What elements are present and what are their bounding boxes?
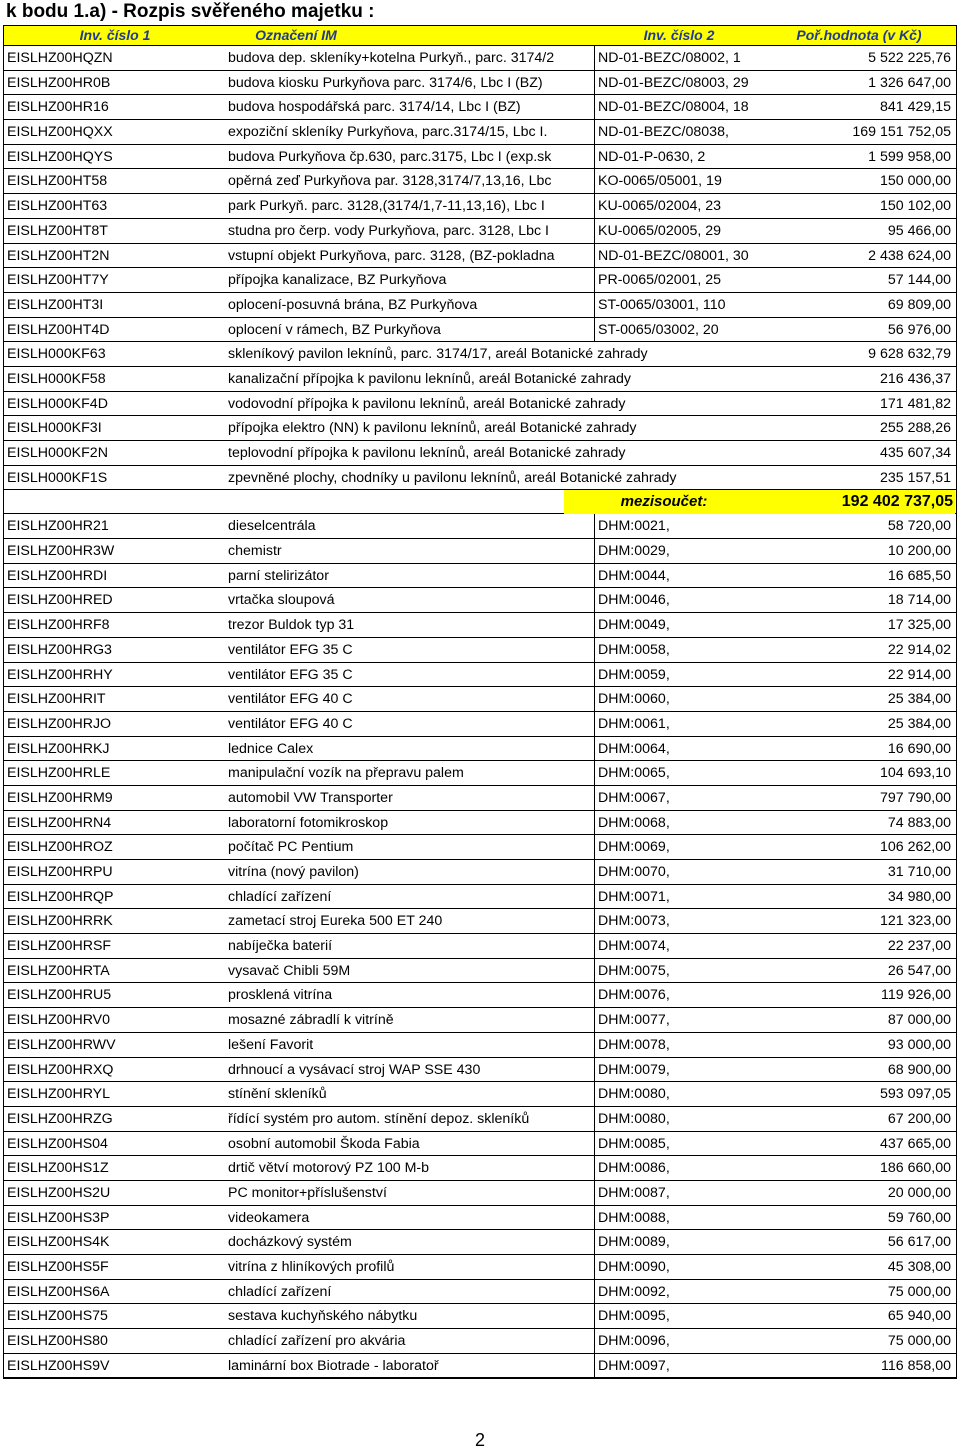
table-row — [4, 1354, 956, 1379]
cell-value: 22 237,00 — [887, 938, 951, 955]
cell-inv2: DHM:0073, — [594, 909, 764, 933]
subtotal-row — [4, 490, 956, 514]
table-row — [4, 1255, 956, 1280]
table-row — [4, 342, 956, 367]
table-row — [4, 712, 956, 737]
cell-inv1: EISLHZ00HRV0 — [7, 1012, 111, 1029]
cell-name: videokamera — [228, 1209, 310, 1226]
cell-inv1: EISLHZ00HRWV — [7, 1036, 116, 1053]
table-row — [4, 169, 956, 194]
cell-name: počítač PC Pentium — [228, 839, 354, 856]
cell-value: 841 429,15 — [879, 99, 951, 116]
cell-inv1: EISLH000KF4D — [7, 395, 108, 412]
cell-inv1: EISLHZ00HS2U — [7, 1184, 111, 1201]
table-row — [4, 909, 956, 934]
cell-value: 56 976,00 — [887, 321, 951, 338]
cell-inv1: EISLHZ00HRZG — [7, 1110, 113, 1127]
table-row — [4, 120, 956, 145]
cell-value: 1 599 958,00 — [868, 148, 951, 165]
cell-inv2: DHM:0074, — [594, 934, 764, 958]
table-row — [4, 1132, 956, 1157]
table-row — [4, 268, 956, 293]
cell-inv1: EISLHZ00HRXQ — [7, 1061, 114, 1078]
table-row — [4, 687, 956, 712]
cell-value: 16 685,50 — [887, 567, 951, 584]
table-row — [4, 1329, 956, 1354]
table-row — [4, 194, 956, 219]
cell-inv2: DHM:0089, — [594, 1230, 764, 1254]
cell-name: drtič větví motorový PZ 100 M-b — [228, 1160, 430, 1177]
cell-inv1: EISLHZ00HRKJ — [7, 740, 110, 757]
cell-inv2: DHM:0076, — [594, 983, 764, 1007]
cell-inv2: DHM:0058, — [594, 638, 764, 662]
cell-inv1: EISLHZ00HRSF — [7, 938, 112, 955]
table-header — [4, 25, 956, 46]
table-row — [4, 1107, 956, 1132]
table-row — [4, 737, 956, 762]
cell-name: prosklená vitrína — [228, 987, 333, 1004]
cell-inv2: DHM:0090, — [594, 1255, 764, 1279]
table-row — [4, 1156, 956, 1181]
cell-inv1: EISLHZ00HS75 — [7, 1308, 108, 1325]
cell-inv1: EISLHZ00HT58 — [7, 173, 108, 190]
table-row — [4, 219, 956, 244]
cell-value: 57 144,00 — [887, 272, 951, 289]
cell-inv2: KU-0065/02004, 23 — [594, 194, 764, 218]
cell-name: zpevněné plochy, chodníky u pavilonu leknínů, areál Botanické zahrady — [228, 469, 677, 486]
cell-inv2: ND-01-BEZC/08002, 1 — [594, 46, 764, 70]
cell-inv1: EISLHZ00HS5F — [7, 1259, 109, 1275]
cell-inv2: DHM:0065, — [594, 761, 764, 785]
table-row — [4, 416, 956, 441]
cell-name: budova kiosku Purkyňova parc. 3174/6, Lbc I (BZ) — [228, 74, 543, 91]
cell-inv1: EISLHZ00HRF8 — [7, 617, 110, 634]
cell-inv1: EISLHZ00HRLE — [7, 765, 111, 782]
cell-value: 150 000,00 — [879, 173, 951, 190]
table-row — [4, 1082, 956, 1107]
cell-inv1: EISLHZ00HROZ — [7, 839, 113, 856]
subtotal-value: 192 402 737,05 — [764, 490, 955, 514]
table-row — [4, 835, 956, 860]
cell-inv1: EISLHZ00HRPU — [7, 864, 113, 880]
cell-value: 119 926,00 — [881, 987, 951, 1004]
cell-value: 26 547,00 — [887, 962, 951, 979]
cell-value: 25 384,00 — [887, 715, 951, 732]
table-row — [4, 1033, 956, 1058]
cell-value: 17 325,00 — [887, 617, 951, 634]
table-row — [4, 1230, 956, 1255]
cell-value: 34 980,00 — [887, 888, 951, 905]
table-row — [4, 959, 956, 984]
cell-inv2: DHM:0029, — [594, 539, 764, 563]
cell-name: budova Purkyňova čp.630, parc.3175, Lbc I (exp.sk — [228, 148, 552, 165]
cell-inv2: ND-01-P-0630, 2 — [594, 145, 764, 169]
cell-name: řídící systém pro autom. stínění depoz. skleníků — [228, 1110, 530, 1127]
cell-inv2: DHM:0044, — [594, 564, 764, 588]
cell-name: dieselcentrála — [228, 518, 316, 535]
cell-name: ventilátor EFG 40 C — [228, 691, 353, 708]
cell-name: zametací stroj Eureka 500 ET 240 — [228, 913, 443, 930]
cell-inv1: EISLHZ00HRG3 — [7, 641, 112, 658]
cell-name: manipulační vozík na přepravu palem — [228, 765, 464, 782]
cell-name: oplocení v rámech, BZ Purkyňova — [228, 321, 441, 338]
cell-name: ventilátor EFG 35 C — [228, 666, 353, 683]
cell-name: vstupní objekt Purkyňova, parc. 3128, (BZ-pokladna — [228, 247, 555, 264]
cell-inv2: DHM:0068, — [594, 811, 764, 835]
cell-inv1: EISLHZ00HT8T — [7, 222, 108, 239]
table-row — [4, 663, 956, 688]
cell-value: 59 760,00 — [887, 1209, 951, 1226]
cell-inv2: ST-0065/03002, 20 — [594, 318, 764, 342]
cell-inv1: EISLHZ00HR3W — [7, 543, 115, 560]
group-equipment — [4, 514, 956, 1378]
cell-value: 25 384,00 — [887, 691, 951, 708]
cell-inv2: DHM:0071, — [594, 885, 764, 909]
cell-inv1: EISLHZ00HT3I — [7, 296, 104, 313]
document-heading: k bodu 1.a) - Rozpis svěřeného majetku : — [6, 1, 375, 22]
header-value: Poř.hodnota (v Kč) — [796, 27, 922, 43]
cell-value: 20 000,00 — [887, 1184, 951, 1201]
cell-inv2: ND-01-BEZC/08003, 29 — [594, 71, 764, 95]
cell-value: 93 000,00 — [887, 1036, 951, 1053]
cell-inv1: EISLHZ00HRIT — [7, 691, 106, 708]
cell-value: 435 607,34 — [879, 445, 951, 461]
cell-value: 68 900,00 — [887, 1061, 951, 1078]
cell-inv2: ND-01-BEZC/08004, 18 — [594, 95, 764, 119]
cell-inv2: DHM:0087, — [594, 1181, 764, 1205]
cell-inv2: DHM:0080, — [594, 1082, 764, 1106]
cell-name: vodovodní přípojka k pavilonu leknínů, areál Botanické zahrady — [228, 395, 626, 412]
cell-name: PC monitor+příslušenství — [228, 1184, 387, 1201]
table-row — [4, 786, 956, 811]
cell-name: chladící zařízení — [228, 888, 332, 905]
cell-inv2: DHM:0061, — [594, 712, 764, 736]
table-row — [4, 318, 956, 343]
cell-value: 116 858,00 — [881, 1357, 951, 1374]
table-row — [4, 244, 956, 269]
cell-name: stínění skleníků — [228, 1086, 327, 1103]
cell-inv2: DHM:0059, — [594, 663, 764, 687]
cell-inv1: EISLHZ00HT7Y — [7, 272, 109, 289]
cell-inv1: EISLHZ00HRYL — [7, 1086, 111, 1103]
cell-value: 150 102,00 — [879, 198, 951, 215]
cell-value: 1 326 647,00 — [868, 74, 951, 91]
cell-value: 95 466,00 — [887, 222, 951, 239]
table-row — [4, 564, 956, 589]
cell-value: 87 000,00 — [887, 1012, 951, 1029]
table-row — [4, 1058, 956, 1083]
cell-value: 75 000,00 — [887, 1283, 951, 1300]
cell-name: přípojka kanalizace, BZ Purkyňova — [228, 272, 447, 289]
cell-inv2: DHM:0078, — [594, 1033, 764, 1057]
cell-inv1: EISLHZ00HRHY — [7, 666, 113, 683]
cell-name: nabíječka baterií — [228, 938, 333, 955]
cell-value: 186 660,00 — [879, 1160, 951, 1177]
cell-inv1: EISLHZ00HT4D — [7, 321, 110, 338]
cell-value: 31 710,00 — [887, 864, 951, 880]
cell-inv1: EISLHZ00HS1Z — [7, 1160, 109, 1177]
cell-name: vrtačka sloupová — [228, 592, 335, 609]
cell-inv1: EISLHZ00HS80 — [7, 1333, 108, 1350]
cell-value: 22 914,02 — [887, 641, 951, 658]
cell-inv1: EISLHZ00HT2N — [7, 247, 110, 264]
cell-value: 22 914,00 — [887, 666, 951, 683]
cell-inv1: EISLHZ00HRED — [7, 592, 113, 609]
table-row — [4, 761, 956, 786]
table-row — [4, 46, 956, 71]
cell-inv2: ND-01-BEZC/08038, — [594, 120, 764, 144]
cell-inv1: EISLHZ00HS4K — [7, 1234, 110, 1251]
cell-inv2: DHM:0095, — [594, 1304, 764, 1328]
cell-inv2: DHM:0060, — [594, 687, 764, 711]
cell-value: 255 288,26 — [879, 420, 951, 437]
cell-inv1: EISLHZ00HRTA — [7, 962, 110, 979]
cell-name: ventilátor EFG 35 C — [228, 641, 353, 658]
cell-value: 18 714,00 — [887, 592, 951, 609]
cell-inv1: EISLH000KF58 — [7, 370, 106, 387]
cell-name: parní stelirizátor — [228, 567, 329, 584]
cell-inv1: EISLHZ00HS3P — [7, 1209, 110, 1226]
cell-inv1: EISLHZ00HS9V — [7, 1357, 110, 1374]
table-row — [4, 613, 956, 638]
cell-inv1: EISLHZ00HRJO — [7, 715, 112, 732]
table-row — [4, 514, 956, 539]
cell-name: lednice Calex — [228, 740, 314, 757]
cell-value: 56 617,00 — [887, 1234, 951, 1251]
cell-name: expoziční skleníky Purkyňova, parc.3174/15, Lbc I. — [228, 124, 548, 141]
cell-name: kanalizační přípojka k pavilonu leknínů, areál Botanické zahrady — [228, 370, 632, 387]
cell-name: teplovodní přípojka k pavilonu leknínů, areál Botanické zahrady — [228, 445, 626, 461]
cell-name: skleníkový pavilon leknínů, parc. 3174/17, areál Botanické zahrady — [228, 346, 648, 363]
cell-inv1: EISLHZ00HT63 — [7, 198, 108, 215]
cell-inv2: KO-0065/05001, 19 — [594, 169, 764, 193]
table-row — [4, 588, 956, 613]
cell-name: laminární box Biotrade - laboratoř — [228, 1357, 439, 1374]
cell-name: mosazné zábradlí k vitríně — [228, 1012, 394, 1029]
cell-name: osobní automobil Škoda Fabia — [228, 1135, 420, 1152]
table-row — [4, 71, 956, 96]
cell-inv1: EISLH000KF3I — [7, 420, 102, 437]
cell-inv2: PR-0065/02001, 25 — [594, 268, 764, 292]
cell-value: 216 436,37 — [879, 370, 951, 387]
table-row — [4, 885, 956, 910]
cell-value: 169 151 752,05 — [852, 124, 951, 141]
table-row — [4, 811, 956, 836]
cell-name: trezor Buldok typ 31 — [228, 617, 355, 634]
cell-name: vitrína (nový pavilon) — [228, 864, 359, 880]
cell-name: drhnoucí a vysávací stroj WAP SSE 430 — [228, 1061, 481, 1078]
cell-name: opěrná zeď Purkyňova par. 3128,3174/7,13,16, Lbc — [228, 173, 552, 190]
table-row — [4, 1206, 956, 1231]
cell-inv2: DHM:0080, — [594, 1107, 764, 1131]
cell-name: vitrína z hliníkových profilů — [228, 1259, 395, 1275]
cell-name: lešení Favorit — [228, 1036, 314, 1053]
cell-value: 65 940,00 — [887, 1308, 951, 1325]
cell-value: 16 690,00 — [887, 740, 951, 757]
cell-value: 74 883,00 — [887, 814, 951, 831]
cell-value: 9 628 632,79 — [868, 346, 951, 363]
cell-inv1: EISLHZ00HRDI — [7, 567, 108, 584]
subtotal-label: mezisoučet: — [564, 490, 764, 514]
table-row — [4, 860, 956, 885]
cell-value: 45 308,00 — [887, 1259, 951, 1275]
cell-name: přípojka elektro (NN) k pavilonu leknínů, areál Botanické zahrady — [228, 420, 637, 437]
cell-inv1: EISLH000KF2N — [7, 445, 108, 461]
cell-value: 5 522 225,76 — [868, 50, 951, 66]
cell-inv2: DHM:0086, — [594, 1156, 764, 1180]
header-inv1: Inv. číslo 1 — [79, 27, 151, 43]
cell-value: 106 262,00 — [879, 839, 951, 856]
cell-name: oplocení-posuvná brána, BZ Purkyňova — [228, 296, 478, 313]
cell-value: 593 097,05 — [879, 1086, 951, 1103]
cell-inv2: ST-0065/03001, 110 — [594, 293, 764, 317]
table-row — [4, 1008, 956, 1033]
cell-name: chladící zařízení — [228, 1283, 332, 1300]
table-row — [4, 367, 956, 392]
cell-value: 104 693,10 — [879, 765, 951, 782]
cell-name: park Purkyň. parc. 3128,(3174/1,7-11,13,16), Lbc I — [228, 198, 545, 215]
cell-inv1: EISLHZ00HQXX — [7, 124, 113, 141]
cell-inv2: DHM:0046, — [594, 588, 764, 612]
table-row — [4, 1280, 956, 1305]
table-row — [4, 95, 956, 120]
table-row — [4, 441, 956, 466]
cell-inv2: DHM:0075, — [594, 959, 764, 983]
table-row — [4, 983, 956, 1008]
cell-inv2: DHM:0088, — [594, 1206, 764, 1230]
cell-value: 75 000,00 — [887, 1333, 951, 1350]
page-number: 2 — [474, 1430, 485, 1450]
cell-value: 58 720,00 — [887, 518, 951, 535]
cell-inv2: DHM:0067, — [594, 786, 764, 810]
cell-inv1: EISLHZ00HRQP — [7, 888, 114, 905]
cell-name: chemistr — [228, 543, 282, 560]
header-name: Označení IM — [255, 27, 337, 43]
group-buildings — [4, 46, 956, 490]
cell-inv2: DHM:0079, — [594, 1058, 764, 1082]
cell-inv1: EISLH000KF63 — [7, 346, 106, 363]
cell-value: 437 665,00 — [879, 1135, 951, 1152]
cell-value: 235 157,51 — [879, 469, 951, 486]
cell-name: budova dep. skleníky+kotelna Purkyň., parc. 3174/2 — [228, 50, 555, 66]
table-row — [4, 638, 956, 663]
cell-inv2: DHM:0092, — [594, 1280, 764, 1304]
asset-table — [3, 25, 957, 1379]
cell-name: docházkový systém — [228, 1234, 352, 1251]
cell-value: 10 200,00 — [887, 543, 951, 560]
cell-inv1: EISLHZ00HRN4 — [7, 814, 112, 831]
cell-inv1: EISLHZ00HS6A — [7, 1283, 110, 1300]
cell-inv1: EISLHZ00HQZN — [7, 50, 113, 66]
cell-inv1: EISLHZ00HR21 — [7, 518, 109, 535]
cell-inv2: DHM:0070, — [594, 860, 764, 884]
cell-inv1: EISLH000KF1S — [7, 469, 108, 486]
cell-name: vysavač Chibli 59M — [228, 962, 351, 979]
table-row — [4, 539, 956, 564]
cell-name: laboratorní fotomikroskop — [228, 814, 389, 831]
cell-inv2: DHM:0077, — [594, 1008, 764, 1032]
cell-value: 121 323,00 — [879, 913, 951, 930]
cell-inv1: EISLHZ00HRM9 — [7, 789, 113, 806]
cell-inv1: EISLHZ00HR0B — [7, 74, 111, 91]
table-row — [4, 466, 956, 491]
table-row — [4, 1181, 956, 1206]
cell-inv2: DHM:0064, — [594, 737, 764, 761]
cell-value: 69 809,00 — [887, 296, 951, 313]
table-row — [4, 392, 956, 417]
header-inv2: Inv. číslo 2 — [643, 27, 715, 43]
cell-inv1: EISLHZ00HQYS — [7, 148, 113, 165]
cell-name: budova hospodářská parc. 3174/14, Lbc I (BZ) — [228, 99, 521, 116]
cell-name: automobil VW Transporter — [228, 789, 393, 806]
cell-inv1: EISLHZ00HS04 — [7, 1135, 108, 1152]
cell-value: 797 790,00 — [879, 789, 951, 806]
cell-inv1: EISLHZ00HR16 — [7, 99, 109, 116]
cell-inv2: DHM:0021, — [594, 514, 764, 538]
cell-name: chladící zařízení pro akvária — [228, 1333, 406, 1350]
cell-inv2: DHM:0085, — [594, 1132, 764, 1156]
table-row — [4, 293, 956, 318]
cell-value: 171 481,82 — [879, 395, 951, 412]
cell-inv2: DHM:0069, — [594, 835, 764, 859]
table-row — [4, 1304, 956, 1329]
cell-inv2: ND-01-BEZC/08001, 30 — [594, 244, 764, 268]
cell-inv2: KU-0065/02005, 29 — [594, 219, 764, 243]
cell-name: sestava kuchyňského nábytku — [228, 1308, 418, 1325]
cell-value: 2 438 624,00 — [868, 247, 951, 264]
cell-name: ventilátor EFG 40 C — [228, 715, 353, 732]
cell-inv1: EISLHZ00HRU5 — [7, 987, 112, 1004]
cell-inv2: DHM:0096, — [594, 1329, 764, 1353]
cell-inv2: DHM:0049, — [594, 613, 764, 637]
cell-inv2: DHM:0097, — [594, 1354, 764, 1378]
cell-inv1: EISLHZ00HRRK — [7, 913, 113, 930]
cell-value: 67 200,00 — [887, 1110, 951, 1127]
table-row — [4, 934, 956, 959]
cell-name: studna pro čerp. vody Purkyňova, parc. 3128, Lbc I — [228, 222, 549, 239]
table-row — [4, 145, 956, 170]
